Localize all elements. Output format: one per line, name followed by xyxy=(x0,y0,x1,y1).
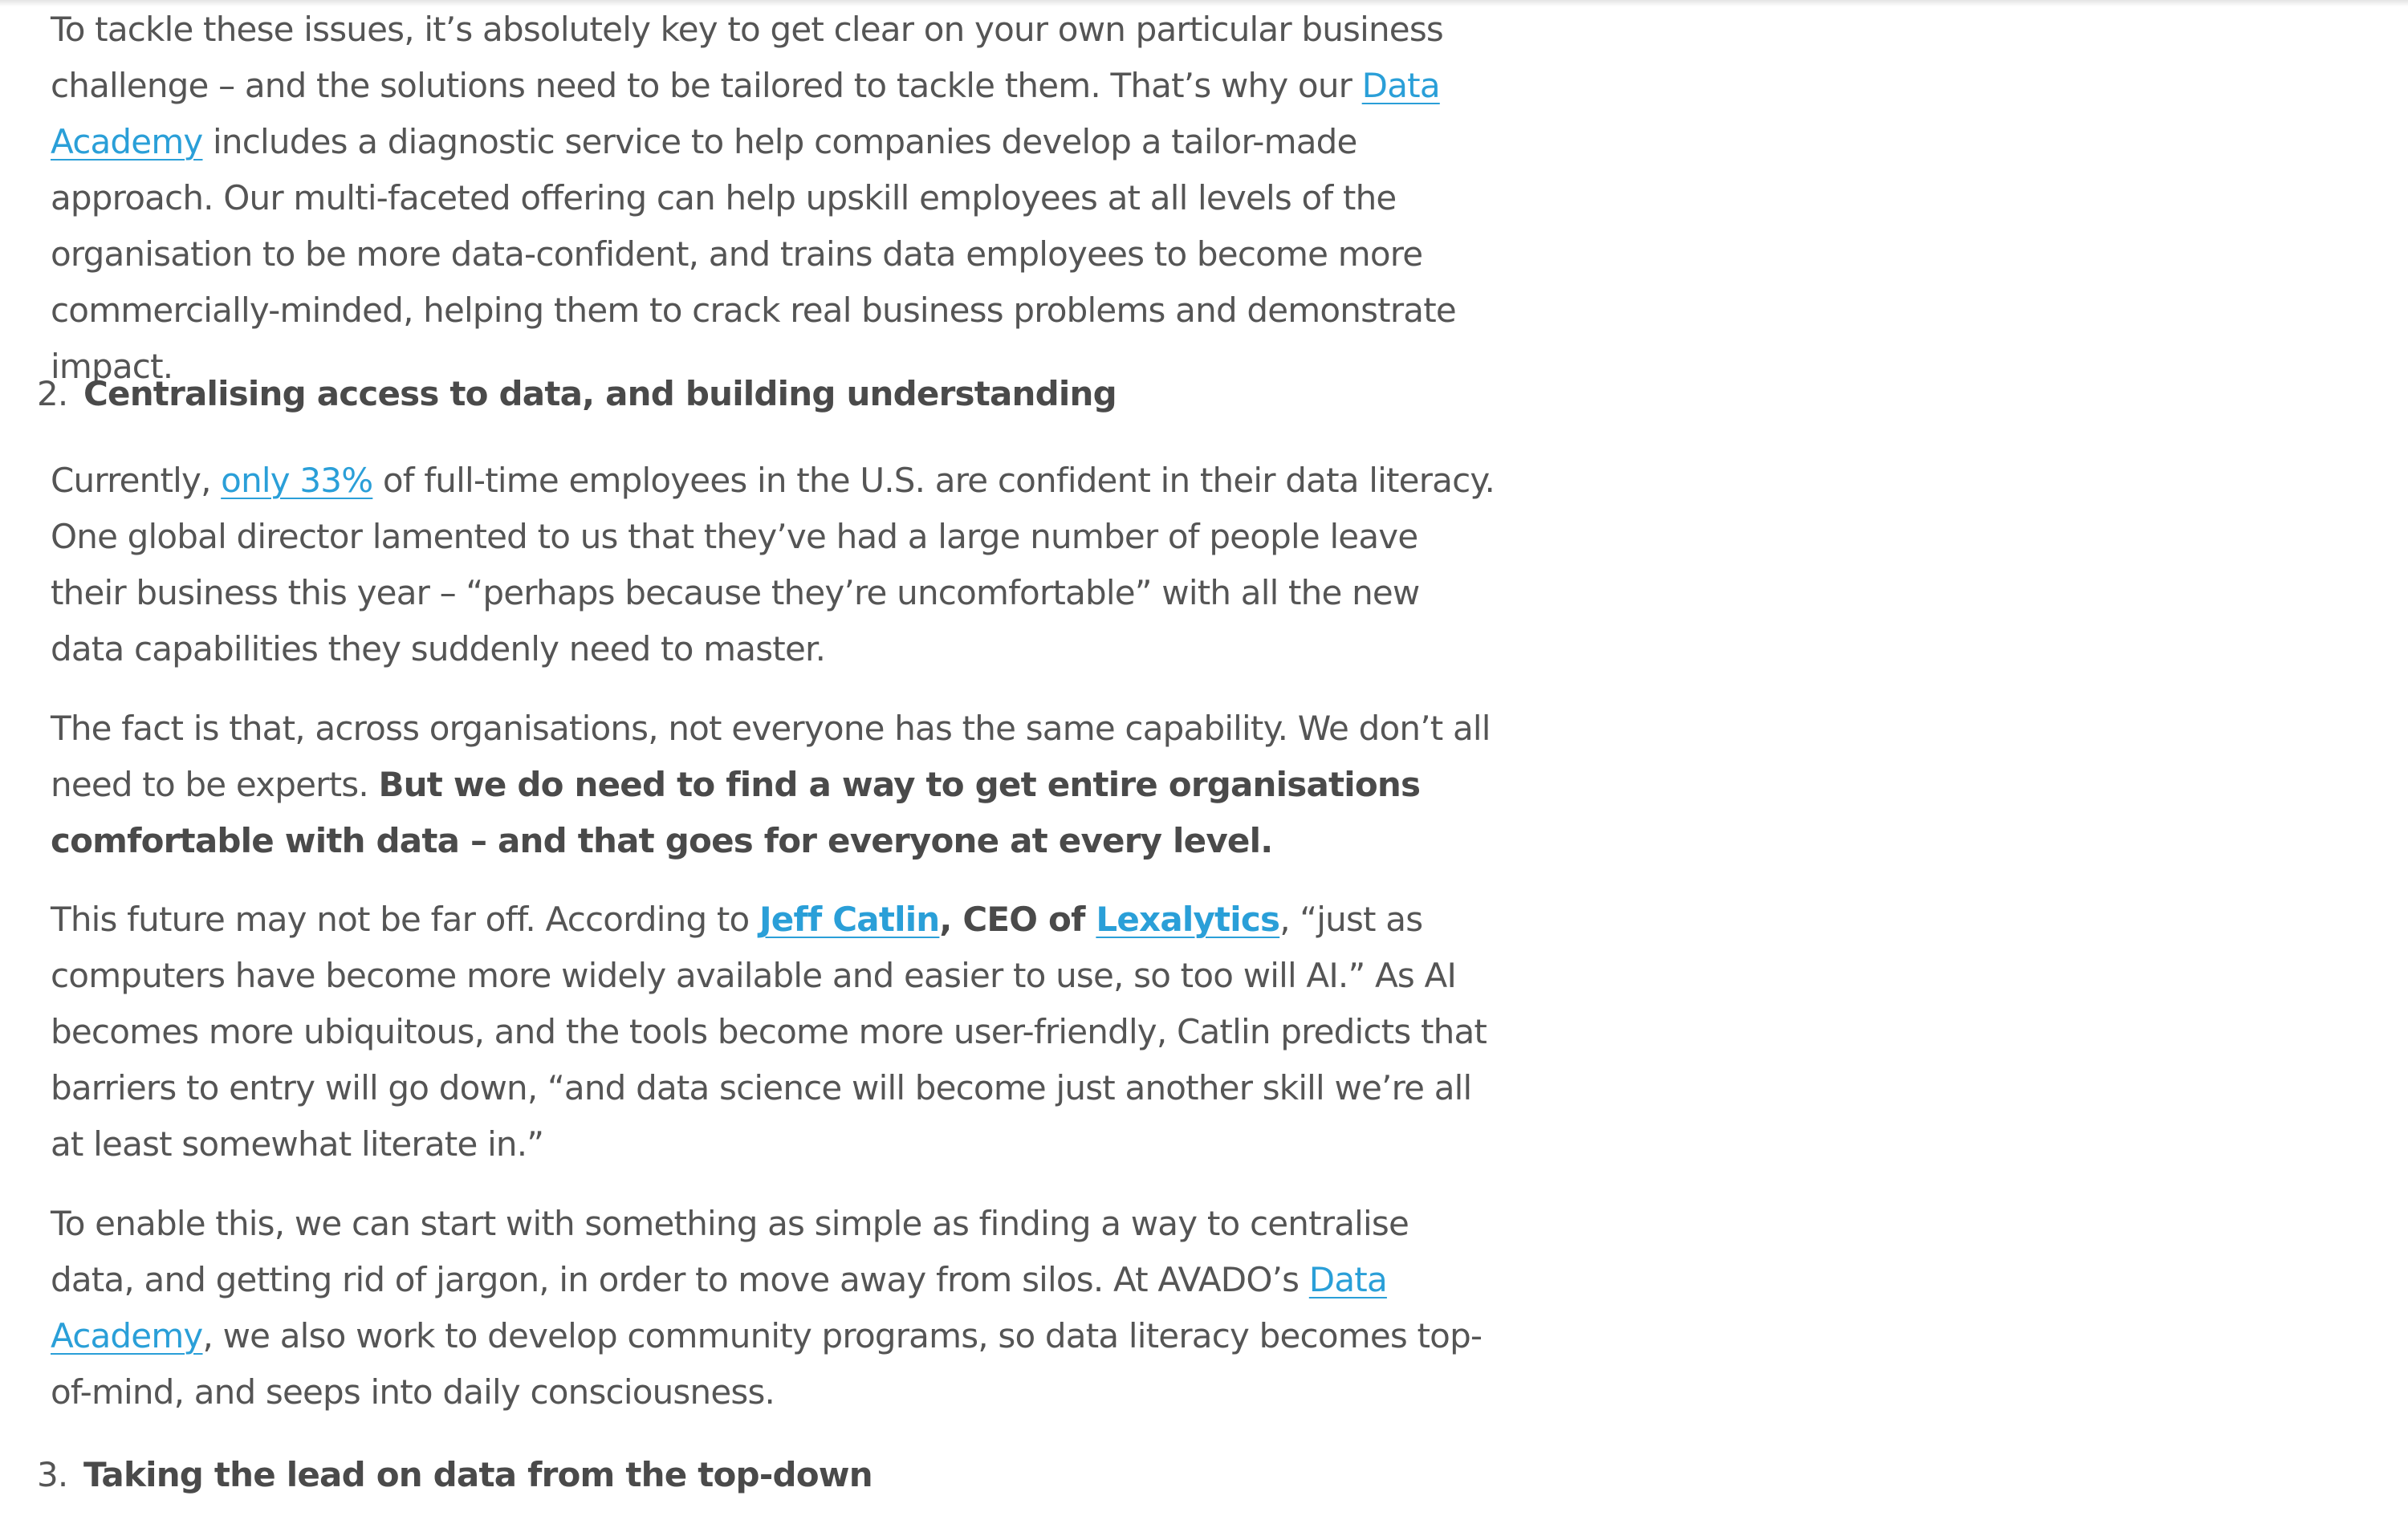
text: , “just as computers have become more widely available and easier to use, so too will AI.” As AI becomes more ubiquitous, and the tools become more user-friendly, Catlin predicts that barriers to entry will go down, “and data science will become just another skill we’re all at least somewhat literate in.” xyxy=(51,900,1487,1164)
list-heading-2 xyxy=(37,366,1117,422)
list-number: 2. xyxy=(37,374,68,413)
data-academy-link[interactable]: Data Academy xyxy=(51,66,1440,161)
text: The fact is that, across organisations, not everyone has the same capability. We don’t all need to be experts. xyxy=(51,709,1491,804)
text: To enable this, we can start with something as simple as finding a way to centralise data, and getting rid of jargon, in order to move away from silos. At AVADO’s xyxy=(51,1204,1409,1299)
data-academy-link-2[interactable]: Data Academy xyxy=(51,1260,1387,1355)
list-heading-3 xyxy=(37,1447,872,1503)
paragraph-future xyxy=(51,892,1495,1172)
lexalytics-link[interactable]: Lexalytics xyxy=(1096,900,1280,939)
jeff-catlin-link[interactable]: Jeff Catlin xyxy=(759,900,940,939)
bold-text: But we do need to find a way to get entire organisations comfortable with data – and that goes for everyone at every level. xyxy=(51,765,1421,860)
text: of full-time employees in the U.S. are confident in their data literacy. One global director lamented to us that they’ve had a large number of people leave their business this year – “perhaps because they’re uncomfortable” with all the new data capabilities they suddenly need to master. xyxy=(51,461,1495,669)
paragraph-centralise xyxy=(51,1196,1495,1420)
list-number: 3. xyxy=(37,1455,68,1494)
heading-text: Centralising access to data, and building understanding xyxy=(83,374,1117,413)
only-33-link[interactable]: only 33% xyxy=(221,461,373,500)
paragraph-diagnostic-service xyxy=(51,2,1495,395)
bold-text: , CEO of xyxy=(939,900,1096,939)
text: Currently, xyxy=(51,461,222,500)
paragraph-capability xyxy=(51,701,1495,869)
heading-text: Taking the lead on data from the top-down xyxy=(83,1455,872,1494)
text: This future may not be far off. According to xyxy=(51,900,759,939)
text: To tackle these issues, it’s absolutely key to get clear on your own particular business challenge – and the solutions need to be tailored to tackle them. That’s why our xyxy=(51,10,1444,105)
text: , we also work to develop community programs, so data literacy becomes top-of-mind, and seeps into daily consciousness. xyxy=(51,1316,1483,1412)
paragraph-data-literacy xyxy=(51,453,1495,677)
text: includes a diagnostic service to help companies develop a tailor-made approach. Our multi-faceted offering can help upskill employees at all levels of the organisation to be more data-confident, and trains data employees to become more commercially-minded, helping them to crack real business problems and demonstrate impact. xyxy=(51,122,1456,386)
